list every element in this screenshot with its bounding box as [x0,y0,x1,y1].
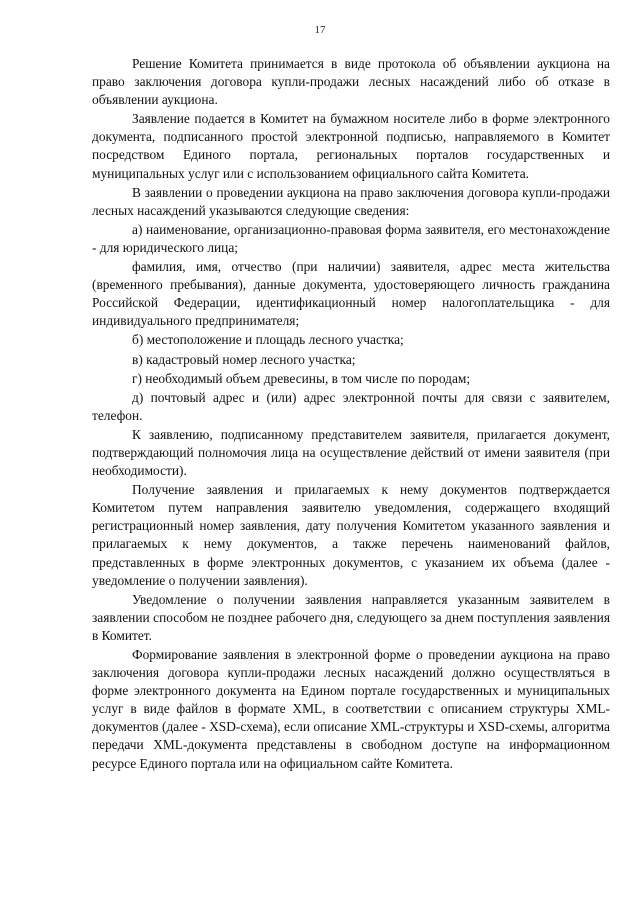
paragraph-representative: К заявлению, подписанному представителем заявителя, прилагается документ, подтверждающий полномочия лица на осуществление действий от имени заявителя (при необходимости). [92,426,610,479]
paragraph-application-contents: В заявлении о проведении аукциона на право заключения договора купли-продажи лесных насаждений указываются следующие сведения: [92,184,610,218]
list-item-a: а) наименование, организационно-правовая форма заявителя, его местонахождение - для юридического лица; [92,221,610,255]
list-item-d: д) почтовый адрес и (или) адрес электронной почты для связи с заявителем, телефон. [92,389,610,423]
paragraph-notification: Уведомление о получении заявления направляется указанным заявителем в заявлении способом не позднее рабочего дня, следующего за днем поступления заявления в Комитет. [92,591,610,643]
paragraph-electronic-form: Формирование заявления в электронной форме о проведении аукциона на право заключения договора купли-продажи лесных насаждений должно осуществляться в форме электронного документа на Едином портале государственных и муниципальных услуг в виде файлов в формате XML, в соответствии с описанием структуры XML-документов (далее - XSD-схема), если описание XML-структуры и XSD-схемы, алгоритма передачи XML-документа представлены в свободном доступе на информационном ресурсе Единого портала или на официальном сайте Комитета. [92,647,610,771]
list-item-b: б) местоположение и площадь лесного участка; [132,332,404,348]
list-item-a-individual: фамилия, имя, отчество (при наличии) заявителя, адрес места жительства (временного пребывания), данные документа, удостоверяющего личность гражданина Российской Федерации, идентификационный номер налогоплательщика - для индивидуального предпринимателя; [92,259,610,329]
list-item-v: в) кадастровый номер лесного участка; [132,351,356,367]
paragraph-auction-decision: Решение Комитета принимается в виде протокола об объявлении аукциона на право заключения договора купли-продажи лесных насаждений либо об отказе в объявлении аукциона. [92,56,610,108]
paragraph-receipt-confirmation: Получение заявления и прилагаемых к нему документов подтверждается Комитетом путем направления заявителю уведомления, содержащего входящий регистрационный номер заявления, дату получения Комитетом указанного заявления и прилагаемых к нему документов, а также перечень наименований файлов, представленных в форме электронных документов, с указанием их объема (далее - уведомление о получении заявления). [92,482,610,588]
paragraph-application-submission: Заявление подается в Комитет на бумажном носителе либо в форме электронного документа, подписанного простой электронной подписью, направляемого в Комитет посредством Единого портала, региональных порталов государственных и муниципальных услуг или с использованием официального сайта Комитета. [92,111,610,181]
document-body [92,55,610,774]
page-number: 17 [314,24,326,36]
list-item-g: г) необходимый объем древесины, в том числе по породам; [132,370,471,386]
